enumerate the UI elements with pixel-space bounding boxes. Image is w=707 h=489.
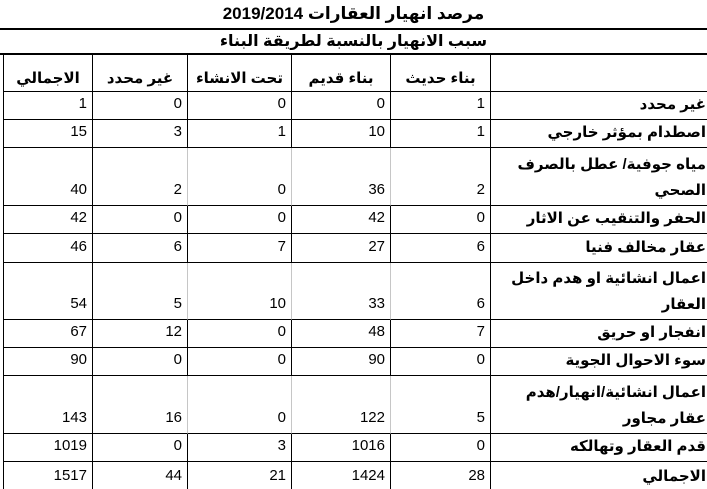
table-row [3,462,707,489]
table-row [3,320,707,348]
cell-old: 0 [291,92,390,120]
cell-old: 90 [291,348,390,376]
table-row [3,234,707,263]
cell-undetermined: 3 [92,120,187,148]
cell-old: 27 [291,234,390,263]
cell-old: 42 [291,206,390,234]
cell-old: 1016 [291,434,390,462]
cell-old: 1424 [291,462,390,489]
cell-old: 122 [291,376,390,434]
cell-under: 1 [187,120,291,148]
cell-total: 42 [3,206,92,234]
cell-under: 0 [187,148,291,206]
cell-modern: 1 [390,92,490,120]
cell-total: 67 [3,320,92,348]
cell-total: 90 [3,348,92,376]
cell-undetermined: 5 [92,263,187,320]
data-table [3,55,707,489]
cell-total: 54 [3,263,92,320]
col-header-total: الاجمالي [3,55,92,92]
cell-modern: 1 [390,120,490,148]
cell-total: 46 [3,234,92,263]
cell-total: 1517 [3,462,92,489]
row-label: عقار مخالف فنيا [490,234,707,263]
cell-total: 40 [3,148,92,206]
cell-under: 7 [187,234,291,263]
row-label: سوء الاحوال الجوية [490,348,707,376]
cell-under: 10 [187,263,291,320]
row-label: قدم العقار وتهالكه [490,434,707,462]
cell-under: 0 [187,320,291,348]
cell-modern: 28 [390,462,490,489]
table-row [3,148,707,206]
row-label: اصطدام بمؤثر خارجي [490,120,707,148]
cell-old: 48 [291,320,390,348]
table-caption: سبب الانهيار بالنسبة لطريقة البناء [0,30,707,55]
table-row [3,92,707,120]
row-label: غير محدد [490,92,707,120]
cell-undetermined: 0 [92,92,187,120]
cell-modern: 0 [390,348,490,376]
cell-total: 15 [3,120,92,148]
col-header-under-construction: تحت الانشاء [187,55,291,92]
cell-undetermined: 2 [92,148,187,206]
row-label: اعمال انشائية او هدم داخل العقار [490,263,707,320]
table-row [3,206,707,234]
table-row [3,348,707,376]
row-label: مياه جوفية/​ عطل بالصرف الصحي [490,148,707,206]
cell-modern: 5 [390,376,490,434]
col-header-modern-construction: بناء حديث [390,55,490,92]
table-row [3,376,707,434]
cell-under: 0 [187,348,291,376]
cell-modern: 6 [390,263,490,320]
cell-undetermined: 6 [92,234,187,263]
cell-modern: 0 [390,206,490,234]
cell-under: 0 [187,376,291,434]
cell-undetermined: 0 [92,348,187,376]
row-label: انفجار او حريق [490,320,707,348]
cell-modern: 2 [390,148,490,206]
cell-undetermined: 12 [92,320,187,348]
col-header-old-construction: بناء قديم [291,55,390,92]
cell-under: 0 [187,92,291,120]
cell-modern: 0 [390,434,490,462]
page-title: مرصد انهيار العقارات 2019/2014 [0,0,707,30]
cell-undetermined: 0 [92,206,187,234]
cell-undetermined: 16 [92,376,187,434]
cell-under: 21 [187,462,291,489]
col-header-corner [490,55,707,92]
cell-old: 10 [291,120,390,148]
row-label: الاجمالي [490,462,707,489]
row-label: الحفر والتنقيب عن الاثار [490,206,707,234]
row-label: اعمال انشائية/​انهيار/​هدم عقار مجاور [490,376,707,434]
cell-old: 36 [291,148,390,206]
cell-undetermined: 44 [92,462,187,489]
table-row [3,434,707,462]
cell-under: 3 [187,434,291,462]
cell-total: 143 [3,376,92,434]
cell-modern: 6 [390,234,490,263]
cell-total: 1 [3,92,92,120]
table-row [3,120,707,148]
cell-total: 1019 [3,434,92,462]
cell-modern: 7 [390,320,490,348]
cell-under: 0 [187,206,291,234]
col-header-undetermined: غير محدد [92,55,187,92]
cell-undetermined: 0 [92,434,187,462]
cell-old: 33 [291,263,390,320]
header-row [3,55,707,92]
table-row [3,263,707,320]
